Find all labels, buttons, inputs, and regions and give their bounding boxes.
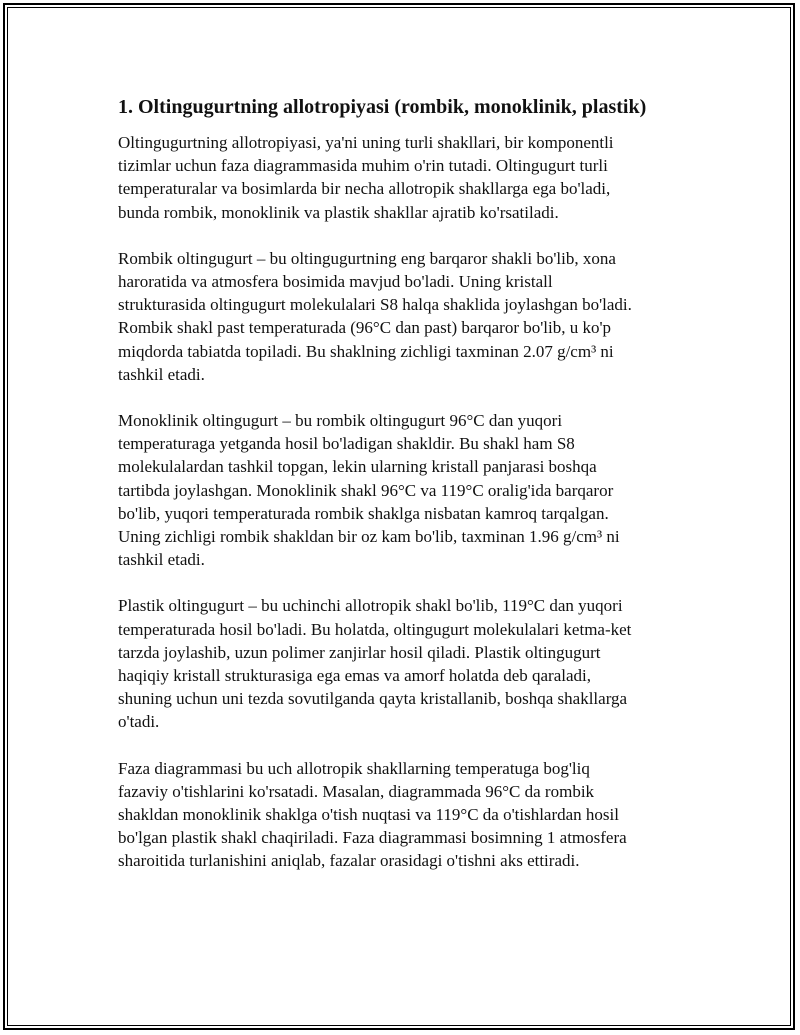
text-line: fazaviy o'tishlarini ko'rsatadi. Masalan, diagrammada 96°C da rombik	[118, 781, 595, 801]
text-line: bo'lib, yuqori temperaturada rombik shaklga nisbatan kamroq tarqalgan.	[118, 503, 609, 523]
text-line: Rombik shakl past temperaturada (96°C dan past) barqaror bo'lib, u ko'p	[118, 318, 612, 338]
text-line: haqiqiy kristall strukturasiga ega emas va amorf holatda deb qaraladi,	[118, 666, 592, 686]
text-line: miqdorda tabiatda topiladi. Bu shaklning zichligi taxminan 2.07 g/cm³ ni	[118, 341, 614, 361]
text-line: temperaturalar va bosimlarda bir necha allotropik shakllarga ega bo'ladi,	[118, 179, 611, 199]
text-line: bo'lgan plastik shakl chaqiriladi. Faza diagrammasi bosimning 1 atmosfera	[118, 828, 627, 848]
paragraph-plastic	[118, 594, 678, 733]
text-line: bunda rombik, monoklinik va plastik shakllar ajratib ko'rsatiladi.	[118, 202, 559, 222]
text-line: tashkil etadi.	[118, 364, 205, 384]
paragraph-intro	[118, 131, 678, 224]
text-line: tizimlar uchun faza diagrammasida muhim o'rin tutadi. Oltingugurt turli	[118, 156, 608, 176]
text-line: haroratida va atmosfera bosimida mavjud bo'ladi. Uning kristall	[118, 272, 553, 292]
text-line: molekulalardan tashkil topgan, lekin ularning kristall panjarasi boshqa	[118, 457, 597, 477]
text-line: Monoklinik oltingugurt – bu rombik oltingugurt 96°C dan yuqori	[118, 411, 563, 431]
text-line: Plastik oltingugurt – bu uchinchi allotropik shakl bo'lib, 119°C dan yuqori	[118, 596, 623, 616]
text-line: Oltingugurtning allotropiyasi, ya'ni uning turli shakllari, bir komponentli	[118, 133, 614, 152]
text-line: o'tadi.	[118, 712, 160, 732]
text-line: Uning zichligi rombik shakldan bir oz kam bo'lib, taxminan 1.96 g/cm³ ni	[118, 527, 620, 547]
section-heading: 1. Oltingugurtning allotropiyasi (rombik, monoklinik, plastik)	[118, 96, 647, 118]
text-line: shuning uchun uni tezda sovutilganda qayta kristallanib, boshqa shakllarga	[118, 689, 628, 709]
document-body	[118, 94, 678, 896]
text-line: strukturasida oltingugurt molekulalari S8 halqa shaklida joylashgan bo'ladi.	[118, 295, 632, 315]
text-line: temperaturada hosil bo'ladi. Bu holatda, oltingugurt molekulalari ketma-ket	[118, 619, 632, 639]
paragraph-monoclinic	[118, 409, 678, 571]
text-line: temperaturaga yetganda hosil bo'ladigan shakldir. Bu shakl ham S8	[118, 434, 575, 454]
text-line: shakldan monoklinik shaklga o'tish nuqtasi va 119°C da o'tishlardan hosil	[118, 805, 619, 825]
text-line: tarzda joylashib, uzun polimer zanjirlar hosil qiladi. Plastik oltingugurt	[118, 642, 601, 662]
paragraph-phase-diagram	[118, 757, 678, 873]
text-line: Faza diagrammasi bu uch allotropik shakllarning temperatuga bog'liq	[118, 758, 590, 778]
text-line: tashkil etadi.	[118, 550, 205, 570]
text-line: tartibda joylashgan. Monoklinik shakl 96°C va 119°C oralig'ida barqaror	[118, 480, 614, 500]
text-line: sharoitida turlanishini aniqlab, fazalar orasidagi o'tishni aks ettiradi.	[118, 851, 580, 871]
text-line: Rombik oltingugurt – bu oltingugurtning eng barqaror shakli bo'lib, xona	[118, 248, 616, 268]
paragraph-rhombic	[118, 247, 678, 386]
